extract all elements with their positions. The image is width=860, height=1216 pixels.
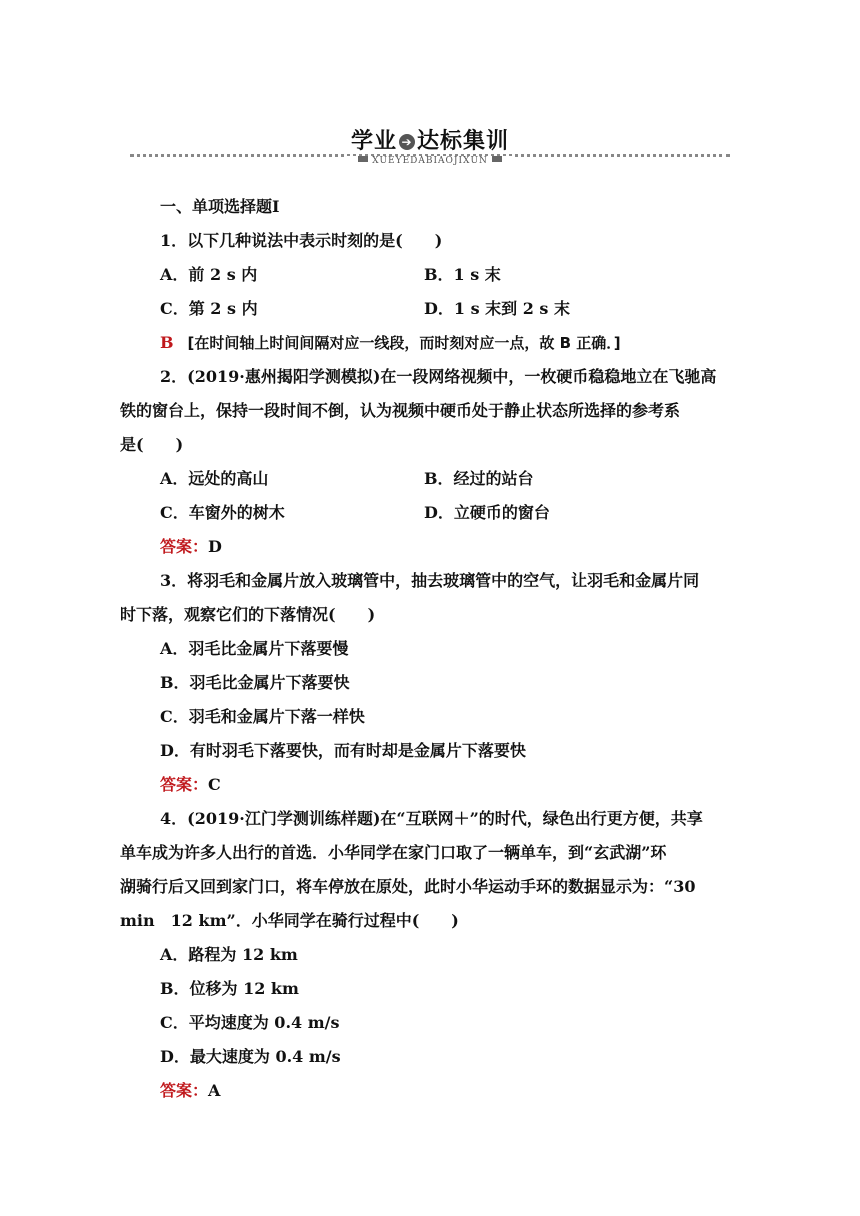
question-2-options-row-1 [120,462,740,496]
q2-option-c: C．车窗外的树木 [160,503,285,522]
q4-answer: A [208,1081,221,1100]
q2-source: (2019·惠州揭阳学测模拟) [187,367,381,386]
question-4-stem-line-3: 湖骑行后又回到家门口，将车停放在原处，此时小华运动手环的数据显示为：“30 [120,877,696,896]
q3-answer-label: 答案： [160,775,209,794]
page-header [130,118,730,168]
q4-option-d: D．最大速度为 0.4 m/s [160,1047,341,1066]
q4-stem-text: 在“互联网＋”的时代，绿色出行更方便，共享 [380,809,703,828]
question-1-options-row-1 [120,258,740,292]
q4-answer-label: 答案： [160,1081,209,1100]
question-4-stem-line-4: min 12 km”．小华同学在骑行过程中( ) [120,911,459,930]
question-3-stem-line-1: 3．将羽毛和金属片放入玻璃管中，抽去玻璃管中的空气，让羽毛和金属片同 [160,571,700,590]
question-1-options-row-2 [120,292,740,326]
q2-number: 2． [160,367,188,386]
q4-option-a: A．路程为 12 km [160,945,298,964]
q3-option-a: A．羽毛比金属片下落要慢 [160,639,349,658]
q4-source: (2019·江门学测训练样题) [187,809,381,828]
q4-number: 4． [160,809,188,828]
question-4-stem-line-2: 单车成为许多人出行的首选．小华同学在家门口取了一辆单车，到“玄武湖”环 [120,843,667,862]
q1-answer-letter: B [160,333,174,352]
q3-option-c: C．羽毛和金属片下落一样快 [160,707,365,726]
q3-option-b: B．羽毛比金属片下落要快 [160,673,350,692]
section-title: 一、单项选择题Ⅰ [160,197,280,216]
q3-answer: C [208,775,221,794]
header-title-left: 学业 [350,129,397,154]
q1-option-a: A．前 2 s 内 [160,265,258,284]
q1-explanation: [在时间轴上时间间隔对应一线段，而时刻对应一点，故 B 正确．] [187,334,621,352]
q1-option-c: C．第 2 s 内 [160,299,258,318]
header-subtitle: XUEYEDABIAOJIXUN [346,156,514,166]
q3-option-d: D．有时羽毛下落要快，而有时却是金属片下落要快 [160,741,526,760]
q4-option-c: C．平均速度为 0.4 m/s [160,1013,340,1032]
question-3-answer [120,768,740,802]
q2-answer-label: 答案： [160,537,209,556]
question-2-stem-line-2: 铁的窗台上，保持一段时间不倒，认为视频中硬币处于静止状态所选择的参考系 [120,401,681,420]
question-3-stem-line-2: 时下落，观察它们的下落情况( ) [120,605,376,624]
q2-answer: D [208,537,222,556]
question-4-stem-line-1 [120,802,740,836]
question-1-stem: 1．以下几种说法中表示时刻的是( ) [160,231,443,250]
document-body [120,190,740,1108]
q2-option-b: B．经过的站台 [424,469,534,488]
q2-option-a: A．远处的高山 [160,469,269,488]
question-2-answer [120,530,740,564]
question-2-options-row-2 [120,496,740,530]
q2-stem-text: 在一段网络视频中，一枚硬币稳稳地立在飞驰高 [380,367,717,386]
q1-option-d: D．1 s 末到 2 s 末 [424,299,571,318]
question-2-stem-line-1 [120,360,740,394]
header-title-right: 达标集训 [417,129,510,154]
question-4-answer [120,1074,740,1108]
q2-option-d: D．立硬币的窗台 [424,503,550,522]
header-subtitle-wrap [130,148,730,167]
q4-option-b: B．位移为 12 km [160,979,299,998]
arrow-right-icon: ➔ [399,134,415,150]
question-2-stem-line-3: 是( ) [120,435,184,454]
question-1-answer [120,326,740,360]
q1-option-b: B．1 s 末 [424,265,501,284]
